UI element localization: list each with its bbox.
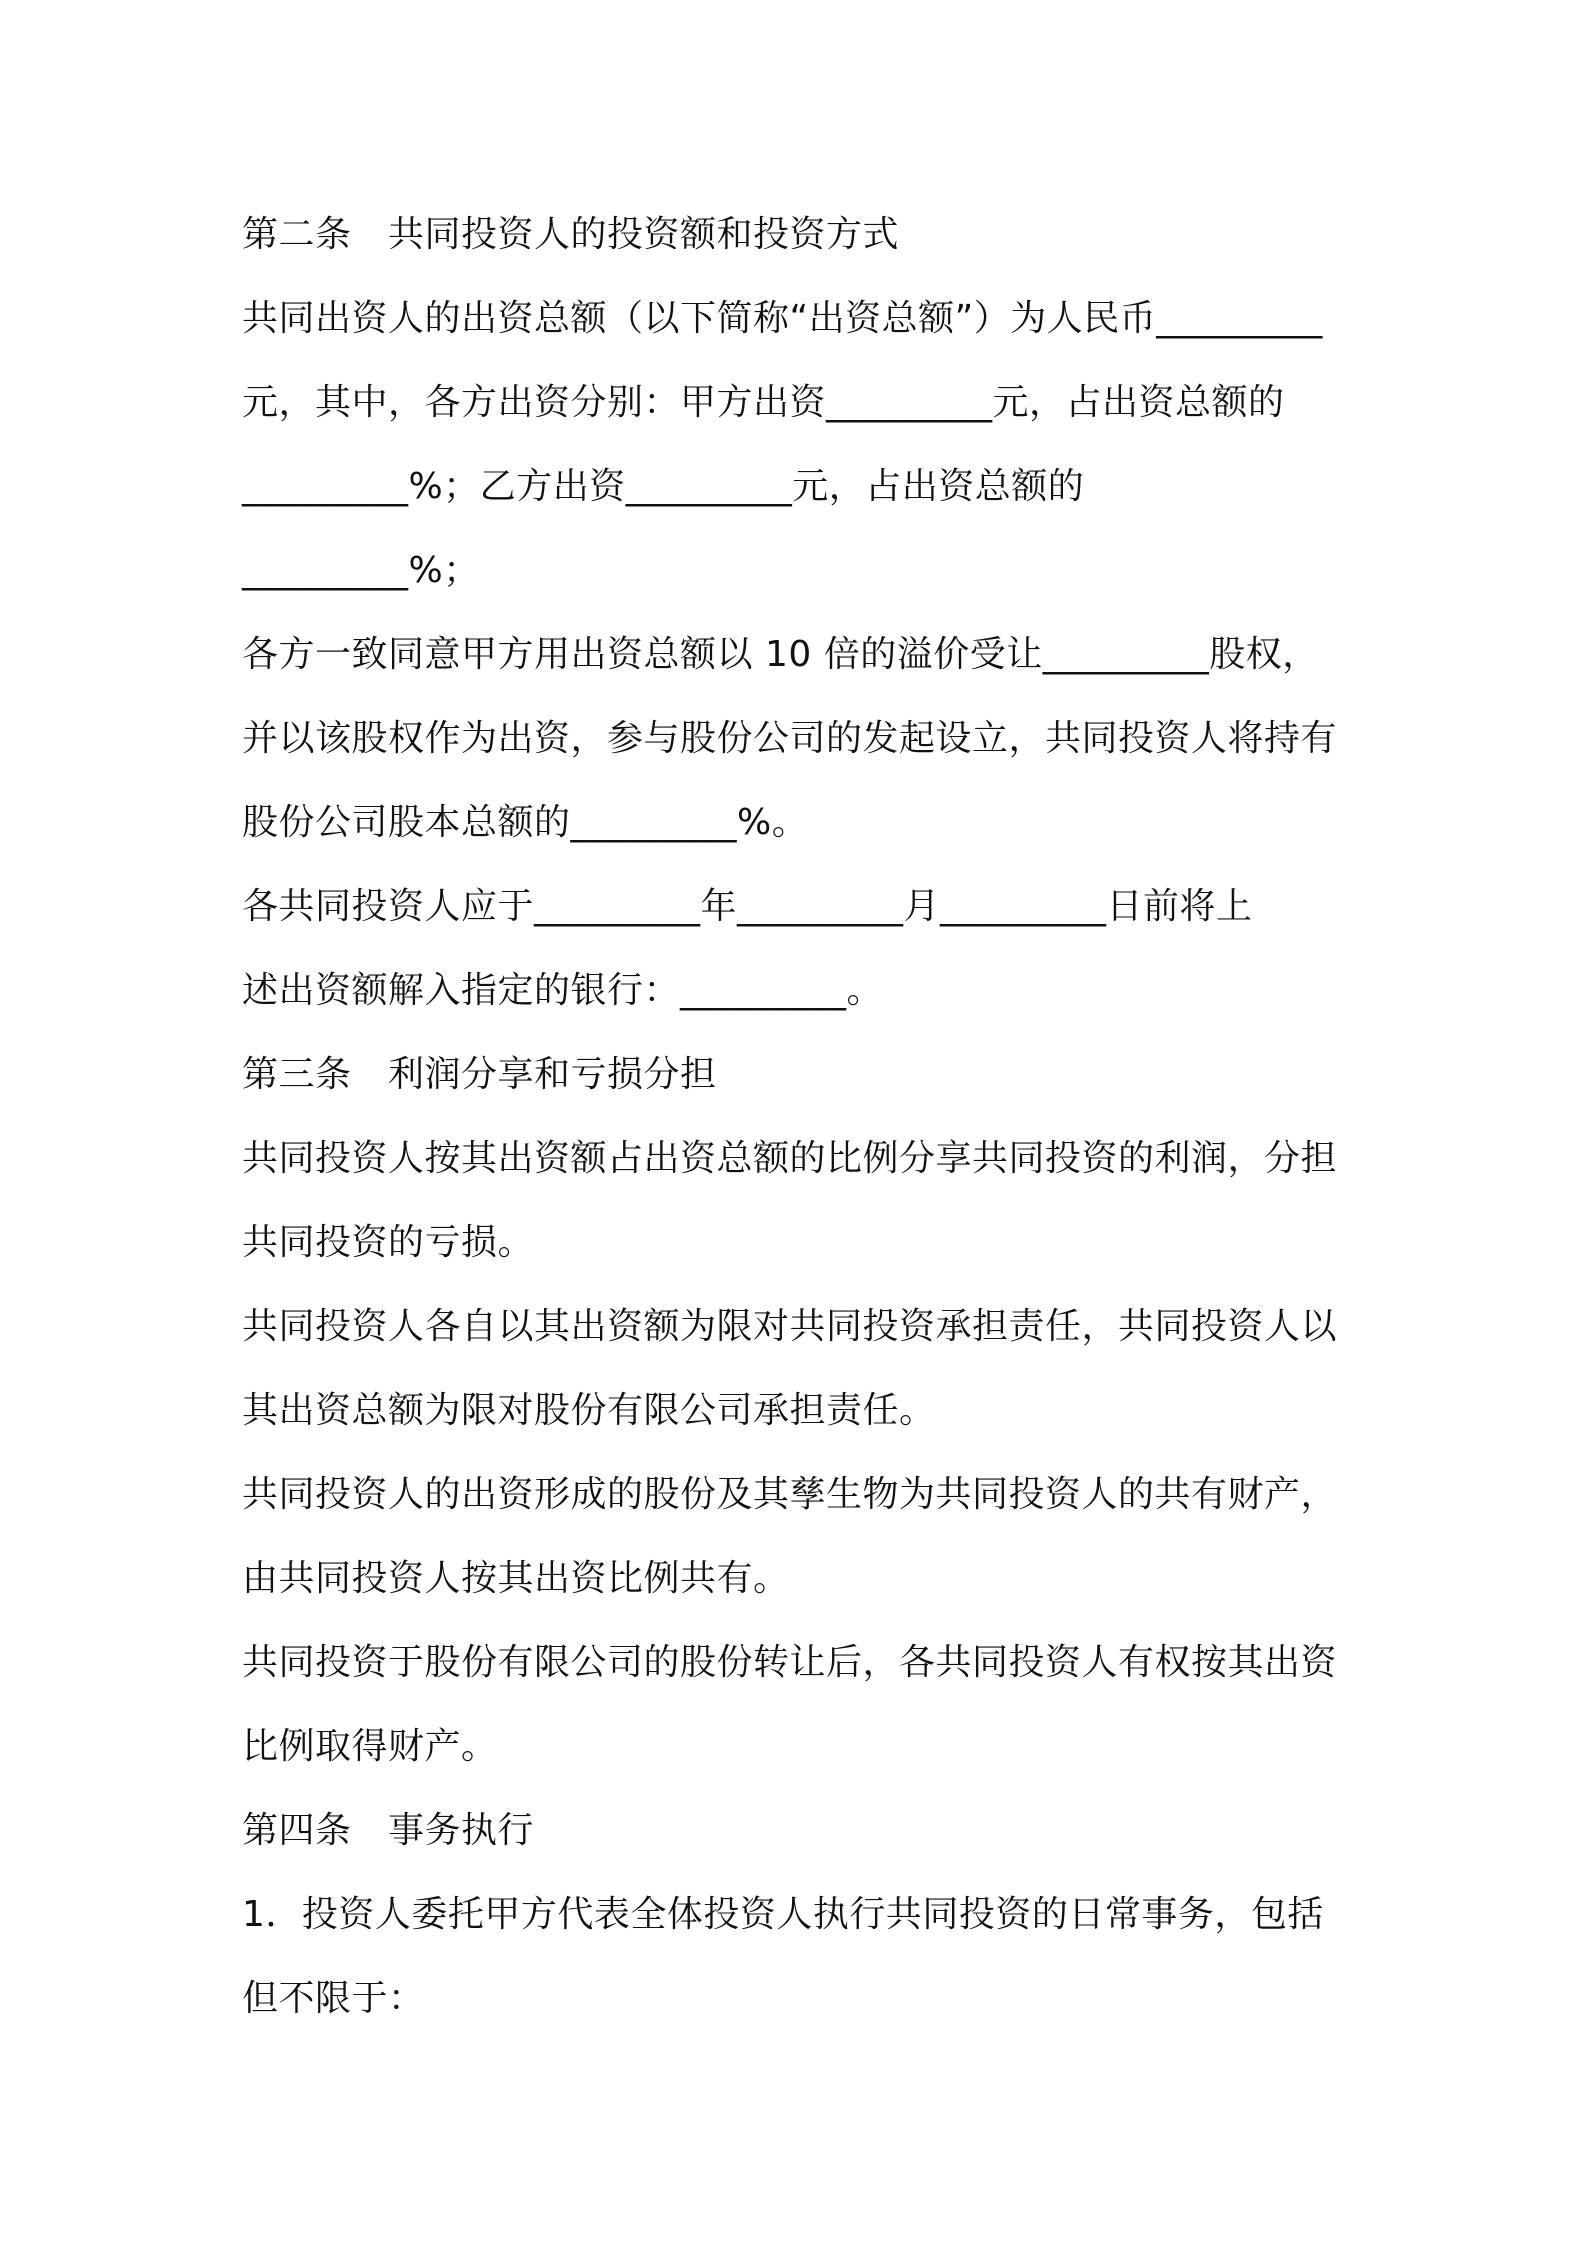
paragraph-line: 共同投资人的出资形成的股份及其孳生物为共同投资人的共有财产， [242, 1474, 1338, 1515]
article-3-heading: 第三条 利润分享和亏损分担 [242, 1054, 717, 1095]
paragraph-line: 共同投资人按其出资额占出资总额的比例分享共同投资的利润，分担 [242, 1138, 1338, 1179]
paragraph-line: 共同投资的亏损。 [242, 1222, 535, 1263]
article-4-heading: 第四条 事务执行 [242, 1810, 535, 1851]
paragraph-line: 共同出资人的出资总额（以下简称“出资总额”）为人民币_________ [242, 298, 1323, 339]
paragraph-line: 但不限于： [242, 1978, 425, 2019]
paragraph-line: 比例取得财产。 [242, 1726, 498, 1767]
paragraph-line: 由共同投资人按其出资比例共有。 [242, 1558, 790, 1599]
paragraph-line: 股份公司股本总额的_________%。 [242, 802, 809, 843]
article-2-heading: 第二条 共同投资人的投资额和投资方式 [242, 214, 900, 255]
paragraph-line: 1．投资人委托甲方代表全体投资人执行共同投资的日常事务，包括 [242, 1894, 1324, 1935]
paragraph-line: _________%；乙方出资_________元，占出资总额的 [242, 466, 1085, 507]
paragraph-line: 其出资总额为限对股份有限公司承担责任。 [242, 1390, 936, 1431]
paragraph-line: _________%； [242, 550, 480, 591]
paragraph-line: 元，其中，各方出资分别：甲方出资_________元，占出资总额的 [242, 382, 1285, 423]
document-body [242, 193, 1362, 2041]
paragraph-line: 各方一致同意甲方用出资总额以 10 倍的溢价受让_________股权， [242, 634, 1319, 675]
paragraph-line: 并以该股权作为出资，参与股份公司的发起设立，共同投资人将持有 [242, 718, 1338, 759]
paragraph-line: 述出资额解入指定的银行：_________。 [242, 970, 884, 1011]
paragraph-line: 共同投资人各自以其出资额为限对共同投资承担责任，共同投资人以 [242, 1306, 1338, 1347]
paragraph-line: 各共同投资人应于_________年_________月_________日前将上 [242, 886, 1253, 927]
paragraph-line: 共同投资于股份有限公司的股份转让后，各共同投资人有权按其出资 [242, 1642, 1338, 1683]
